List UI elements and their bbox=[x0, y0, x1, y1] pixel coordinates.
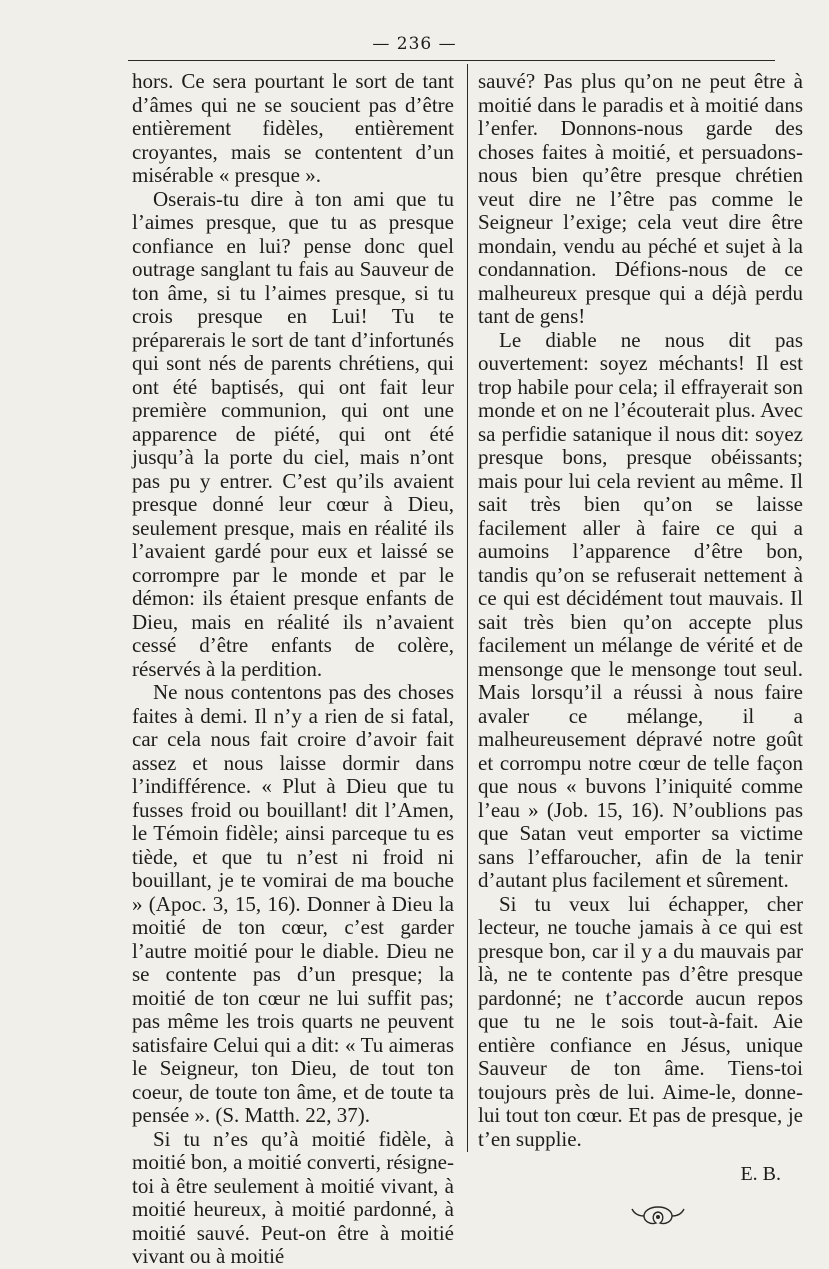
right-column bbox=[478, 70, 803, 1229]
fleuron-ornament-icon bbox=[628, 1203, 662, 1229]
paragraph: sauvé? Pas plus qu’on ne peut être à moitié dans le paradis et à moitié dans l’enfer. Donnons-nous garde des choses faites à moitié, et persuadons-nous bien qu’être presque chrétien veut dire ne l’être pas comme le Seigneur l’exige; cela veut dire être mondain, vendu au péché et sujet à la condannation. Défions-nous de ce malheureux presque qui a déjà perdu tant de gens! bbox=[478, 69, 803, 328]
page-number: — 236 — bbox=[372, 34, 457, 54]
paragraph: Si tu veux lui échapper, cher lecteur, ne touche jamais à ce qui est presque bon, car il y a du mauvais par là, ne te contente pas d’être presque pardonné; ne t’accorde aucun repos que tu ne le sois tout-à-fait. Aie entière confiance en Jésus, unique Sauveur de ton âme. Tiens-toi toujours près de lui. Aime-le, donne-lui tout ton cœur. Et pas de presque, je t’en supplie. bbox=[478, 891, 803, 1151]
paragraph: hors. Ce sera pourtant le sort de tant d’âmes qui ne se soucient pas d’être entièrement fidèles, entièrement croyantes, mais se contentent d’un misérable « presque ». bbox=[132, 69, 454, 187]
column-divider bbox=[467, 64, 468, 1152]
left-column bbox=[132, 70, 454, 1269]
paragraph: Si tu n’es qu’à moitié fidèle, à moitié bon, a moitié converti, résigne-toi à être seulement à moitié vivant, à moitié heureux, à moitié pardonné, à moitié sauvé. Peut-on être à moitié vivant ou à moitié bbox=[132, 1126, 454, 1268]
paragraph: Ne nous contentons pas des choses faites à demi. Il n’y a rien de si fatal, car cela nous fait croire d’avoir fait assez et nous laisse dormir dans l’indifférence. « Plut à Dieu que tu fusses froid ou bouillant! dit l’Amen, le Témoin fidèle; ainsi parceque tu es tiède, et que tu n’est ni froid ni bouillant, je te vomirai de ma bouche » (Apoc. 3, 15, 16). Donner à Dieu la moitié de ton cœur, c’est garder l’autre moitié pour le diable. Dieu ne se contente pas d’un presque; la moitié de ton cœur ne lui suffit pas; pas même les trois quarts ne peuvent satisfaire Celui qui a dit: « Tu aimeras le Seigneur, ton Dieu, de tout ton coeur, de toute ton âme, et de toute ta pensée ». (S. Matth. 22, 37). bbox=[132, 680, 454, 1127]
header-rule bbox=[128, 60, 775, 61]
paragraph: Le diable ne nous dit pas ouvertement: soyez méchants! Il est trop habile pour cela; il effrayerait son monde et on ne l’écouterait plus. Avec sa perfidie satanique il nous dit: soyez presque bons, presque obéissants; mais pour lui cela revient au même. Il sait très bien qu’on se laisse facilement aller à faire ce qui a aumoins l’apparence d’être bon, tandis qu’on se refuserait nettement à ce qui est décidément tout mauvais. Il sait très bien qu’on accepte plus facilement un mélange de vérité et de mensonge que le mensonge tout seul. Mais lorsqu’il a réussi à nous faire avaler ce mélange, il a malheureusement dépravé notre goût et corrompu notre cœur de telle façon que nous « buvons l’iniquité comme l’eau » (Job. 15, 16). N’oublions pas que Satan veut emporter sa victime sans l’effaroucher, afin de la tenir d’autant plus facilement et sûrement. bbox=[478, 327, 803, 892]
author-signature: E. B. bbox=[740, 1163, 781, 1185]
paragraph: Oserais-tu dire à ton ami que tu l’aimes presque, que tu as presque confiance en lui? pense donc quel outrage sanglant tu fais au Sauveur de ton âme, si tu l’aimes presque, si tu crois presque en Lui! Tu te préparerais le sort de tant d’infortunés qui sont nés de parents chrétiens, qui ont été baptisés, qui ont fait leur première communion, qui ont une apparence de piété, qui ont été jusqu’à la porte du ciel, mais n’ont pas pu y entrer. C’est qu’ils avaient presque donné leur cœur à Dieu, seulement presque, mais en réalité ils l’avaient gardé pour eux et laissé se corrompre par le monde et par le démon: ils étaient presque enfants de Dieu, mais en réalité ils n’avaient cessé d’être enfants de colère, réservés à la perdition. bbox=[132, 186, 454, 681]
